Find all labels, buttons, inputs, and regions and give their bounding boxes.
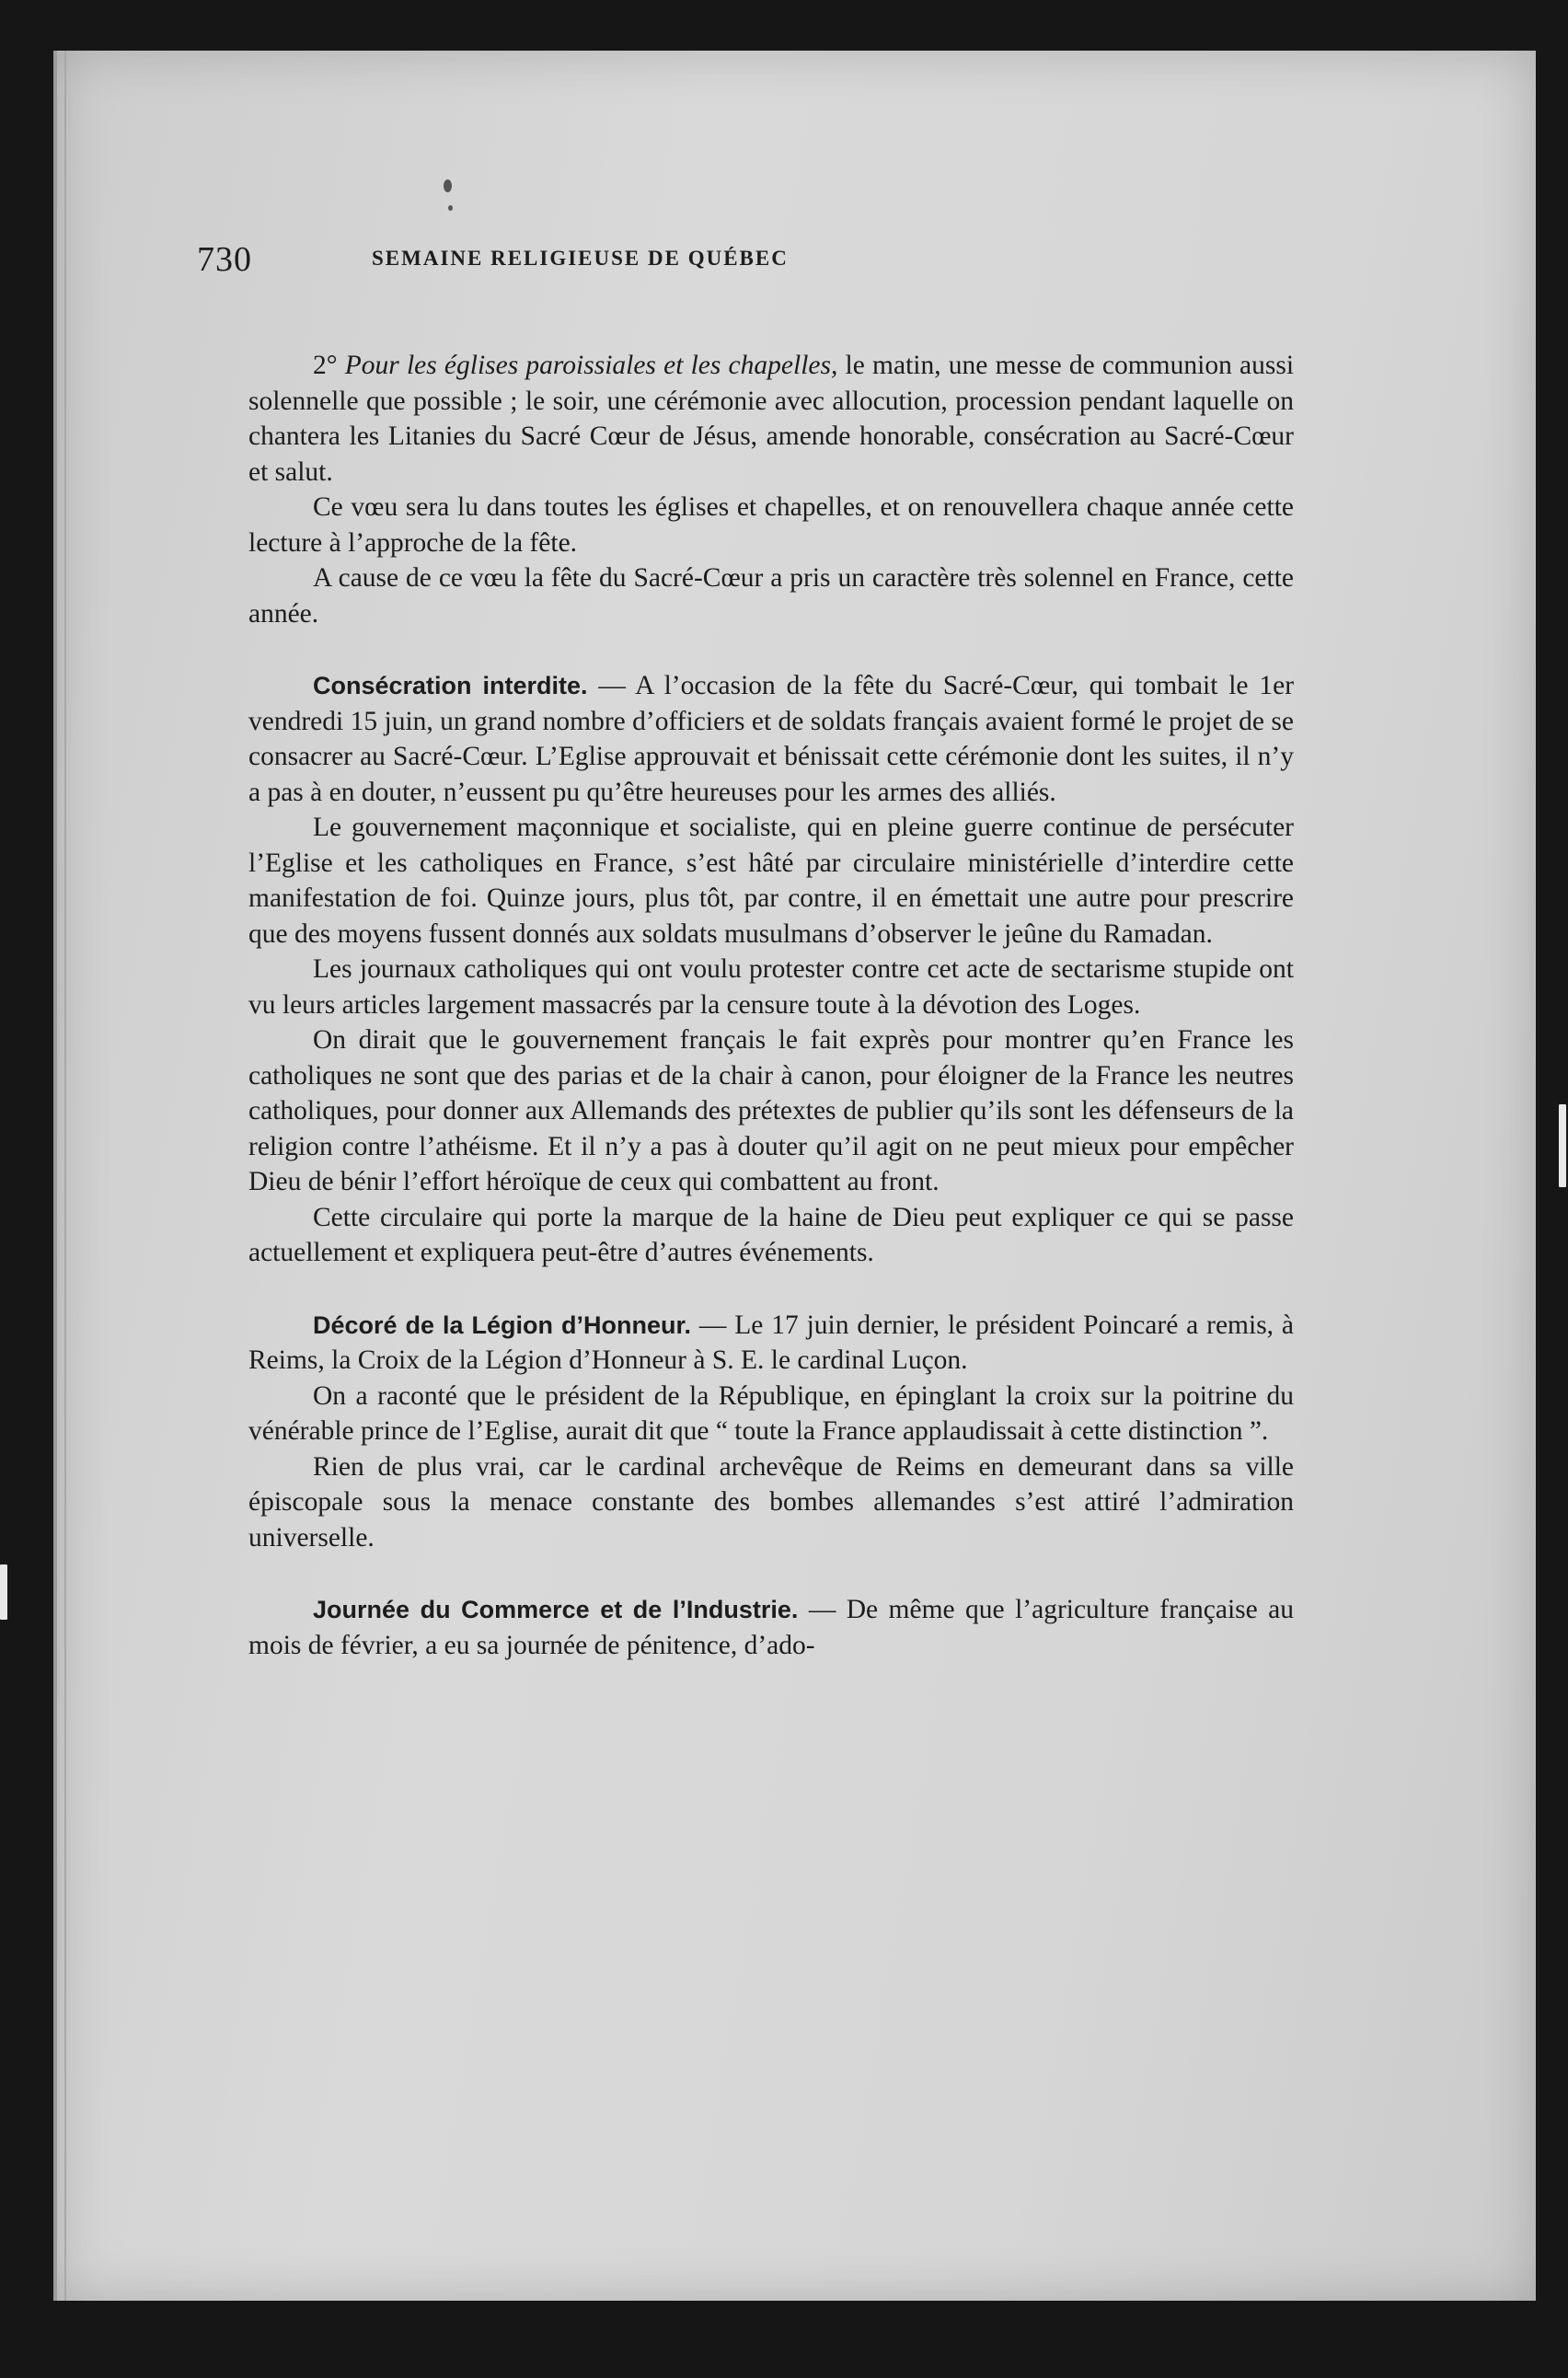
section-heading: Journée du Commerce et de l’Industrie. [313,1596,799,1623]
speck [448,205,453,211]
scan-edge-mark [1559,1104,1566,1187]
paragraph: Rien de plus vrai, car le cardinal archevêque de Reims en demeurant dans sa ville épiscopale sous la menace constante des bombes allemandes s’est attiré l’admiration universelle. [248,1451,1294,1553]
section-paragraph: Journée du Commerce et de l’Industrie. — De même que l’agriculture française au mois de février, a eu sa journée de pénitence, d’ado- [248,1595,1295,1660]
paragraph: On dirait que le gouvernement français le fait exprès pour montrer qu’en France les catholiques ne sont que des parias et de la chair à canon, pour éloigner de la France les neutres catholiques, pour donner aux Allemands des prétextes de publier qu’ils sont les défenseurs de la religion contre l’athéisme. Et il n’y a pas à douter qu’il agit on ne peut mieux pour empêcher Dieu de bénir l’effort héroïque de ceux qui combattent au front. [248,1025,1294,1196]
paragraph: On a raconté que le président de la République, en épinglant la croix sur la poitrine du vénérable prince de l’Eglise, aurait dit que “ toute la France applaudissait à cette distinction ”. [248,1380,1294,1446]
scan-edge-mark [0,1564,7,1620]
paragraph: Ce vœu sera lu dans toutes les églises et chapelles, et on renouvellera chaque année cette lecture à l’approche de la fête. [248,492,1294,558]
paragraph: 2° Pour les églises paroissiales et les chapelles, le matin, une messe de communion aussi solennelle que possible ; le soir, une cérémonie avec allocution, procession pendant laquelle on chantera les Litanies du Sacré Cœur de Jésus, amende honorable, consécration au Sacré-Cœur et salut. [248,351,1295,487]
page-header [197,214,1287,278]
paragraph: A cause de ce vœu la fête du Sacré-Cœur a pris un caractère très solennel en France, cette année. [248,563,1294,629]
paragraph: Le gouvernement maçonnique et socialiste, qui en pleine guerre continue de persécuter l’Eglise et les catholiques en France, s’est hâté par circulaire ministérielle d’interdire cette manifestation de foi. Quinze jours, plus tôt, par contre, il en émettait une autre pour prescrire que des moyens fussent donnés aux soldats musulmans d’observer le jeûne du Ramadan. [248,813,1294,949]
section-heading: Consécration interdite. [313,672,588,699]
section-heading: Décoré de la Légion d’Honneur. [313,1310,692,1339]
page-number: 730 [197,240,252,279]
section-paragraph: Décoré de la Légion d’Honneur. — Le 17 juin dernier, le président Poincaré a remis, à Reims, la Croix de la Légion d’Honneur à S. E. le cardinal Luçon. [248,1310,1295,1375]
section-paragraph: Consécration interdite. — A l’occasion de la fête du Sacré-Cœur, qui tombait le 1er vendredi 15 juin, un grand nombre d’officiers et de soldats français avaient formé le projet de se consacrer au Sacré-Cœur. L’Eglise approuvait et bénissait cette cérémonie dont les suites, il n’y a pas à en douter, n’eussent pu qu’être heureuses pour les armes des alliés. [248,671,1295,807]
body-text [248,348,1294,1663]
paragraph: Cette circulaire qui porte la marque de la haine de Dieu peut expliquer ce qui se passe actuellement et expliquera peut-être d’autres événements. [248,1202,1294,1267]
speck [444,179,452,192]
running-title: SEMAINE RELIGIEUSE DE QUÉBEC [372,247,789,270]
paragraph: Les journaux catholiques qui ont voulu protester contre cet acte de sectarisme stupide ont vu leurs articles largement massacrés par la censure toute à la dévotion des Loges. [248,954,1294,1020]
